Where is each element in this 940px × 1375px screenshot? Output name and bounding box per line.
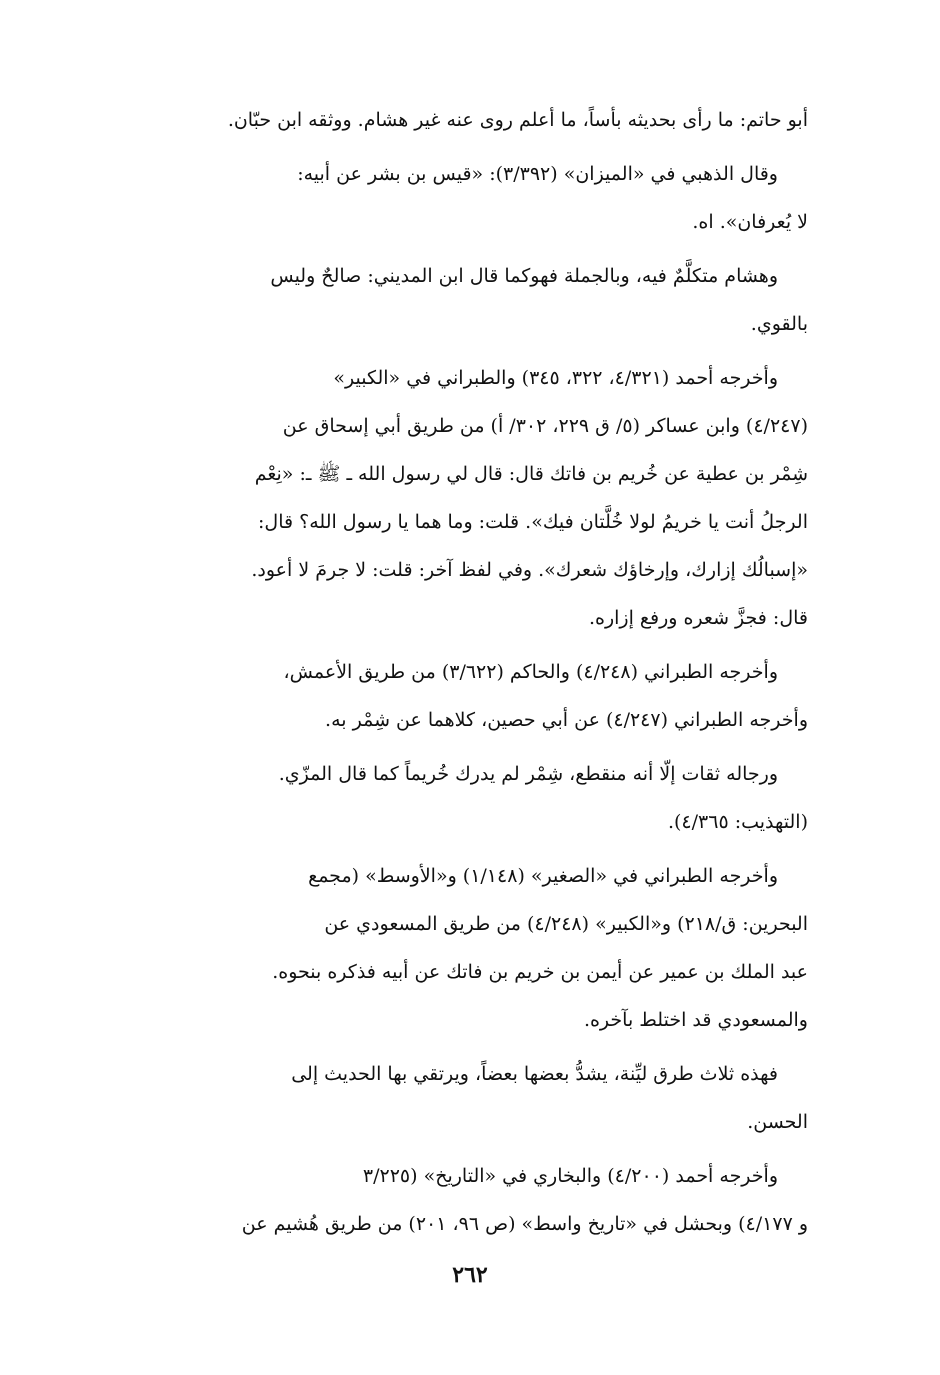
text-line: و ٤/١٧٧) وبحشل في «تاريخ واسط» (ص ٩٦، ٢٠١) من طريق هُشيم عن — [241, 1213, 808, 1235]
text-line: وأخرجه أحمد (٤/٢٠٠) والبخاري في «التاريخ» (٣/٢٢٥ — [362, 1165, 778, 1187]
text-line: والمسعودي قد اختلط بآخره. — [583, 1009, 808, 1031]
text-line: (٤/٢٤٧) وابن عساكر (٥/ ق ٢٢٩، ٣٠٢/ أ) من طريق أبي إسحاق عن — [282, 415, 808, 437]
text-line: عبد الملك بن عمير عن أيمن بن خريم بن فاتك عن أبيه فذكره بنحوه. — [272, 961, 808, 983]
text-line: قال: فجزَّ شعره ورفع إزاره. — [588, 607, 808, 629]
paragraph — [108, 96, 808, 144]
text-line: ورجاله ثقات إلّا أنه منقطع، شِمْر لم يدرك خُريماً كما قال المزّي. — [278, 763, 778, 785]
text-line: وأخرجه الطبراني (٤/٢٤٨) والحاكم (٣/٦٢٢) من طريق الأعمش، — [283, 661, 778, 683]
text-line: وأخرجه الطبراني (٤/٢٤٧) عن أبي حصين، كلاهما عن شِمْر به. — [325, 709, 808, 731]
paragraph — [108, 750, 808, 846]
paragraph — [108, 252, 808, 348]
text-line: وهشام متكلَّمٌ فيه، وبالجملة فهوكما قال ابن المديني: صالحٌ وليس — [270, 265, 778, 287]
paragraph — [108, 1152, 808, 1248]
text-line: أبو حاتم: ما رأى بحديثه بأساً، ما أعلم روى عنه غير هشام. ووثقه ابن حبّان. — [227, 109, 808, 131]
text-line: فهذه ثلاث طرق ليِّنة، يشدُّ بعضها بعضاً، ويرتقي بها الحديث إلى — [291, 1063, 778, 1085]
text-line: (التهذيب: ٤/٣٦٥). — [667, 811, 808, 833]
text-line: بالقوي. — [750, 313, 808, 335]
text-line: وأخرجه الطبراني في «الصغير» (١/١٤٨) و«الأوسط» (مجمع — [308, 865, 778, 887]
text-line: الرجلُ أنت يا خريمُ لولا خُلَّتان فيك». قلت: وما هما يا رسول الله؟ قال: — [258, 511, 808, 533]
text-line: شِمْر بن عطية عن خُريم بن فاتك قال: قال لي رسول الله ـ ﷺ ـ: «نِعْم — [254, 463, 808, 485]
page-number: ٢٦٢ — [452, 1262, 488, 1288]
body-text — [108, 96, 808, 1254]
paragraph — [108, 852, 808, 1044]
text-line: وأخرجه أحمد (٤/٣٢١، ٣٢٢، ٣٤٥) والطبراني في «الكبير» — [333, 367, 778, 389]
paragraph — [108, 648, 808, 744]
text-line: الحسن. — [747, 1111, 808, 1133]
paragraph — [108, 150, 808, 246]
text-line: لا يُعرفان». اه. — [692, 211, 808, 233]
paragraph — [108, 1050, 808, 1146]
text-line: البحرين: ق/٢١٨) و«الكبير» (٤/٢٤٨) من طريق المسعودي عن — [324, 913, 808, 935]
paragraph — [108, 354, 808, 642]
text-line: «إسبالُك إزارك، وإرخاؤك شعرك». وفي لفظ آخر: قلت: لا جرمَ لا أعود. — [251, 559, 808, 581]
text-line: وقال الذهبي في «الميزان» (٣/٣٩٢): «قيس بن بشر عن أبيه: — [297, 163, 778, 185]
